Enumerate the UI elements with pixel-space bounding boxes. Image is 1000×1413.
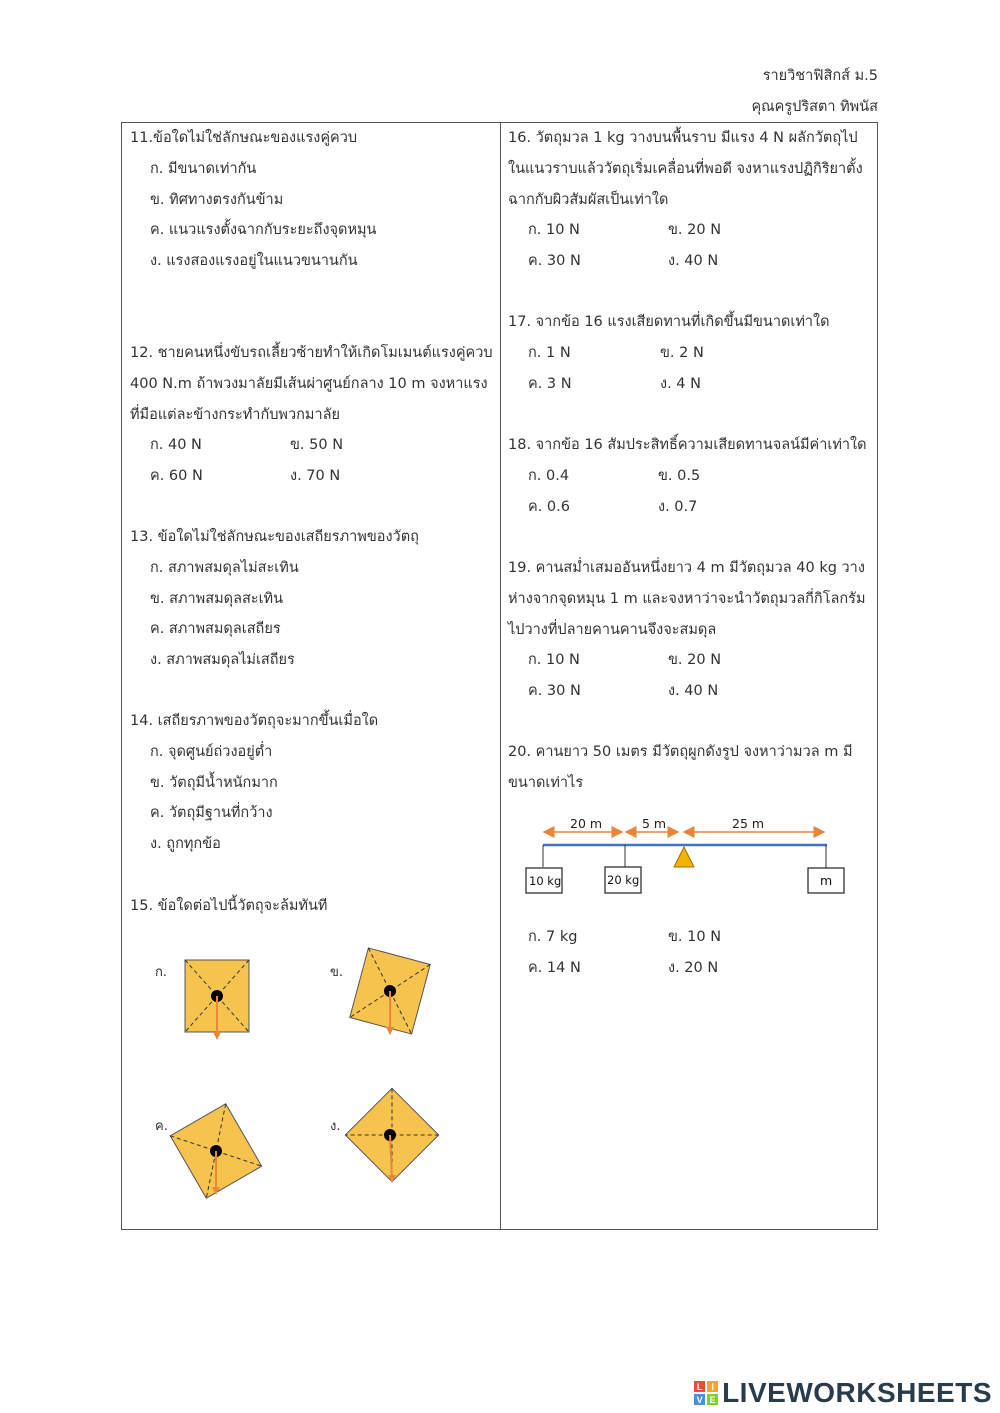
question-18-option-b[interactable]: ข. 0.5 — [658, 467, 701, 484]
pivot-triangle — [674, 847, 694, 867]
question-18-option-c[interactable]: ค. 0.6 — [528, 498, 570, 515]
question-15 — [130, 891, 495, 922]
question-17-option-c[interactable]: ค. 3 N — [528, 375, 572, 392]
question-13 — [130, 522, 495, 676]
question-19-line3: ไปวางที่ปลายคานคานจึงจะสมดุล — [508, 621, 717, 638]
question-17-options-row2 — [508, 369, 868, 400]
question-20-options-row1 — [508, 922, 868, 953]
question-11-option-c[interactable]: ค. แนวแรงตั้งฉากกับระยะถึงจุดหมุน — [150, 222, 377, 239]
question-12 — [130, 338, 495, 492]
figure-label-c[interactable]: ค. — [155, 1119, 168, 1134]
logo-letter-v: V — [694, 1394, 705, 1405]
question-19-option-a[interactable]: ก. 10 N — [528, 652, 580, 669]
question-13-text: 13. ข้อใดไม่ใช่ลักษณะของเสถียรภาพของวัตถุ — [130, 529, 419, 545]
question-17-option-b[interactable]: ข. 2 N — [660, 344, 704, 361]
question-16-line2: ในแนวราบแล้ววัตถุเริ่มเคลื่อนที่พอดี จงหาแรงปฏิกิริยาตั้ง — [508, 160, 863, 177]
question-11-option-b[interactable]: ข. ทิศทางตรงกันข้าม — [150, 191, 284, 208]
question-19-line2: ห่างจากจุดหมุน 1 m และจงหาว่าจะนำวัตถุมวลกี่กิโลกรัม — [508, 590, 866, 607]
question-13-option-d[interactable]: ง. สภาพสมดุลไม่เสถียร — [150, 652, 295, 669]
mass-label-3: m — [820, 873, 833, 888]
question-19-option-b[interactable]: ข. 20 N — [668, 652, 722, 669]
header-subject: รายวิชาฟิสิกส์ ม.5 — [762, 68, 878, 84]
header-teacher: คุณครูปริสตา ทิพนัส — [751, 99, 878, 115]
question-14-option-d[interactable]: ง. ถูกทุกข้อ — [150, 836, 221, 853]
question-20-line2: ขนาดเท่าไร — [508, 774, 584, 791]
question-20-option-b[interactable]: ข. 10 N — [668, 929, 722, 945]
question-17-option-a[interactable]: ก. 1 N — [528, 344, 571, 361]
logo-letter-l: L — [694, 1381, 705, 1392]
question-19 — [508, 553, 868, 707]
question-12-options-row1 — [130, 430, 495, 461]
question-19-options-row2 — [508, 676, 868, 707]
question-19-options-row1 — [508, 645, 868, 676]
question-11-text: 11.ข้อใดไม่ใช่ลักษณะของแรงคู่ควบ — [130, 130, 358, 146]
question-17-text: 17. จากข้อ 16 แรงเสียดทานที่เกิดขึ้นมีขนาดเท่าใด — [508, 314, 830, 330]
question-16 — [508, 123, 868, 277]
question-16-line3: ฉากกับผิวสัมผัสเป็นเท่าใด — [508, 191, 669, 208]
logo-text: LIVEWORKSHEETS — [722, 1377, 992, 1408]
question-20-option-c[interactable]: ค. 14 N — [528, 959, 581, 976]
tipping-block-figure-a[interactable] — [172, 951, 262, 1041]
distance-label-1: 20 m — [570, 816, 603, 831]
question-17 — [508, 307, 868, 399]
tipping-block-figure-b[interactable] — [340, 945, 440, 1045]
question-16-line1: 16. วัตถุมวล 1 kg วางบนพื้นราบ มีแรง 4 N ผลักวัตถุไป — [508, 130, 858, 146]
question-16-options-row2 — [508, 246, 868, 277]
beam-diagram — [522, 811, 852, 901]
question-18-option-a[interactable]: ก. 0.4 — [528, 467, 570, 484]
liveworksheets-logo[interactable] — [694, 1377, 992, 1409]
question-12-option-c[interactable]: ค. 60 N — [150, 468, 203, 485]
question-17-options-row1 — [508, 338, 868, 369]
figure-label-d[interactable]: ง. — [330, 1119, 341, 1134]
question-11 — [130, 123, 495, 277]
figure-label-b[interactable]: ข. — [330, 965, 344, 980]
question-13-option-b[interactable]: ข. สภาพสมดุลสะเทิน — [150, 590, 284, 607]
mass-label-2: 20 kg — [607, 873, 640, 887]
question-20-options — [508, 922, 868, 984]
question-16-options-row1 — [508, 215, 868, 246]
distance-label-3: 25 m — [732, 816, 765, 831]
question-16-option-a[interactable]: ก. 10 N — [528, 222, 580, 239]
question-12-line2: 400 N.m ถ้าพวงมาลัยมีเส้นผ่าศูนย์กลาง 10 m จงหาแรง — [130, 375, 488, 392]
question-12-line3: ที่มือแต่ละข้างกระทำกับพวกมาลัย — [130, 406, 340, 423]
question-12-option-d[interactable]: ง. 70 N — [290, 468, 341, 485]
question-13-option-a[interactable]: ก. สภาพสมดุลไม่สะเทิน — [150, 559, 299, 576]
logo-letter-e: E — [707, 1394, 718, 1405]
question-20-line1: 20. คานยาว 50 เมตร มีวัตถุผูกดังรูป จงหาว่ามวล m มี — [508, 744, 853, 760]
question-12-options-row2 — [130, 461, 495, 492]
question-20-options-row2 — [508, 953, 868, 984]
question-12-option-a[interactable]: ก. 40 N — [150, 437, 202, 454]
logo-letter-i: I — [707, 1381, 718, 1392]
tipping-block-figure-d[interactable] — [340, 1083, 444, 1193]
question-14-option-c[interactable]: ค. วัตถุมีฐานที่กว้าง — [150, 805, 273, 822]
question-14-option-b[interactable]: ข. วัตถุมีน้ำหนักมาก — [150, 774, 278, 791]
question-14-option-a[interactable]: ก. จุดศูนย์ถ่วงอยู่ต่ำ — [150, 743, 273, 760]
question-18-options-row2 — [508, 492, 868, 523]
question-19-line1: 19. คานสม่ำเสมออันหนึ่งยาว 4 m มีวัตถุมวล 40 kg วาง — [508, 560, 865, 576]
question-20-option-a[interactable]: ก. 7 kg — [528, 929, 578, 945]
question-14-text: 14. เสถียรภาพของวัตถุจะมากขึ้นเมื่อใด — [130, 713, 379, 729]
question-18 — [508, 430, 868, 522]
question-17-option-d[interactable]: ง. 4 N — [660, 375, 701, 392]
question-12-line1: 12. ชายคนหนึ่งขับรถเลี้ยวซ้ายทำให้เกิดโมเมนต์แรงคู่ควบ — [130, 345, 493, 361]
question-20-option-d[interactable]: ง. 20 N — [668, 959, 719, 976]
question-16-option-d[interactable]: ง. 40 N — [668, 253, 719, 270]
question-13-option-c[interactable]: ค. สภาพสมดุลเสถียร — [150, 621, 281, 638]
figure-label-a[interactable]: ก. — [155, 965, 168, 980]
question-11-option-a[interactable]: ก. มีขนาดเท่ากัน — [150, 160, 257, 177]
question-20 — [508, 737, 868, 799]
tipping-block-figure-c[interactable] — [164, 1099, 274, 1209]
question-19-option-d[interactable]: ง. 40 N — [668, 683, 719, 700]
question-14 — [130, 706, 495, 860]
distance-label-2: 5 m — [642, 816, 667, 831]
column-divider — [500, 123, 501, 1229]
question-19-option-c[interactable]: ค. 30 N — [528, 683, 581, 700]
question-16-option-b[interactable]: ข. 20 N — [668, 222, 722, 239]
question-18-text: 18. จากข้อ 16 สัมประสิทธิ์ความเสียดทานจลน์มีค่าเท่าใด — [508, 437, 867, 453]
question-18-options-row1 — [508, 461, 868, 492]
question-12-option-b[interactable]: ข. 50 N — [290, 437, 344, 454]
worksheet-table — [121, 122, 878, 1230]
question-15-text: 15. ข้อใดต่อไปนี้วัตถุจะล้มทันที — [130, 898, 328, 914]
question-11-option-d[interactable]: ง. แรงสองแรงอยู่ในแนวขนานกัน — [150, 253, 358, 270]
question-18-option-d[interactable]: ง. 0.7 — [658, 498, 698, 515]
question-16-option-c[interactable]: ค. 30 N — [528, 253, 581, 270]
logo-icon — [694, 1381, 718, 1405]
mass-label-1: 10 kg — [529, 874, 562, 888]
